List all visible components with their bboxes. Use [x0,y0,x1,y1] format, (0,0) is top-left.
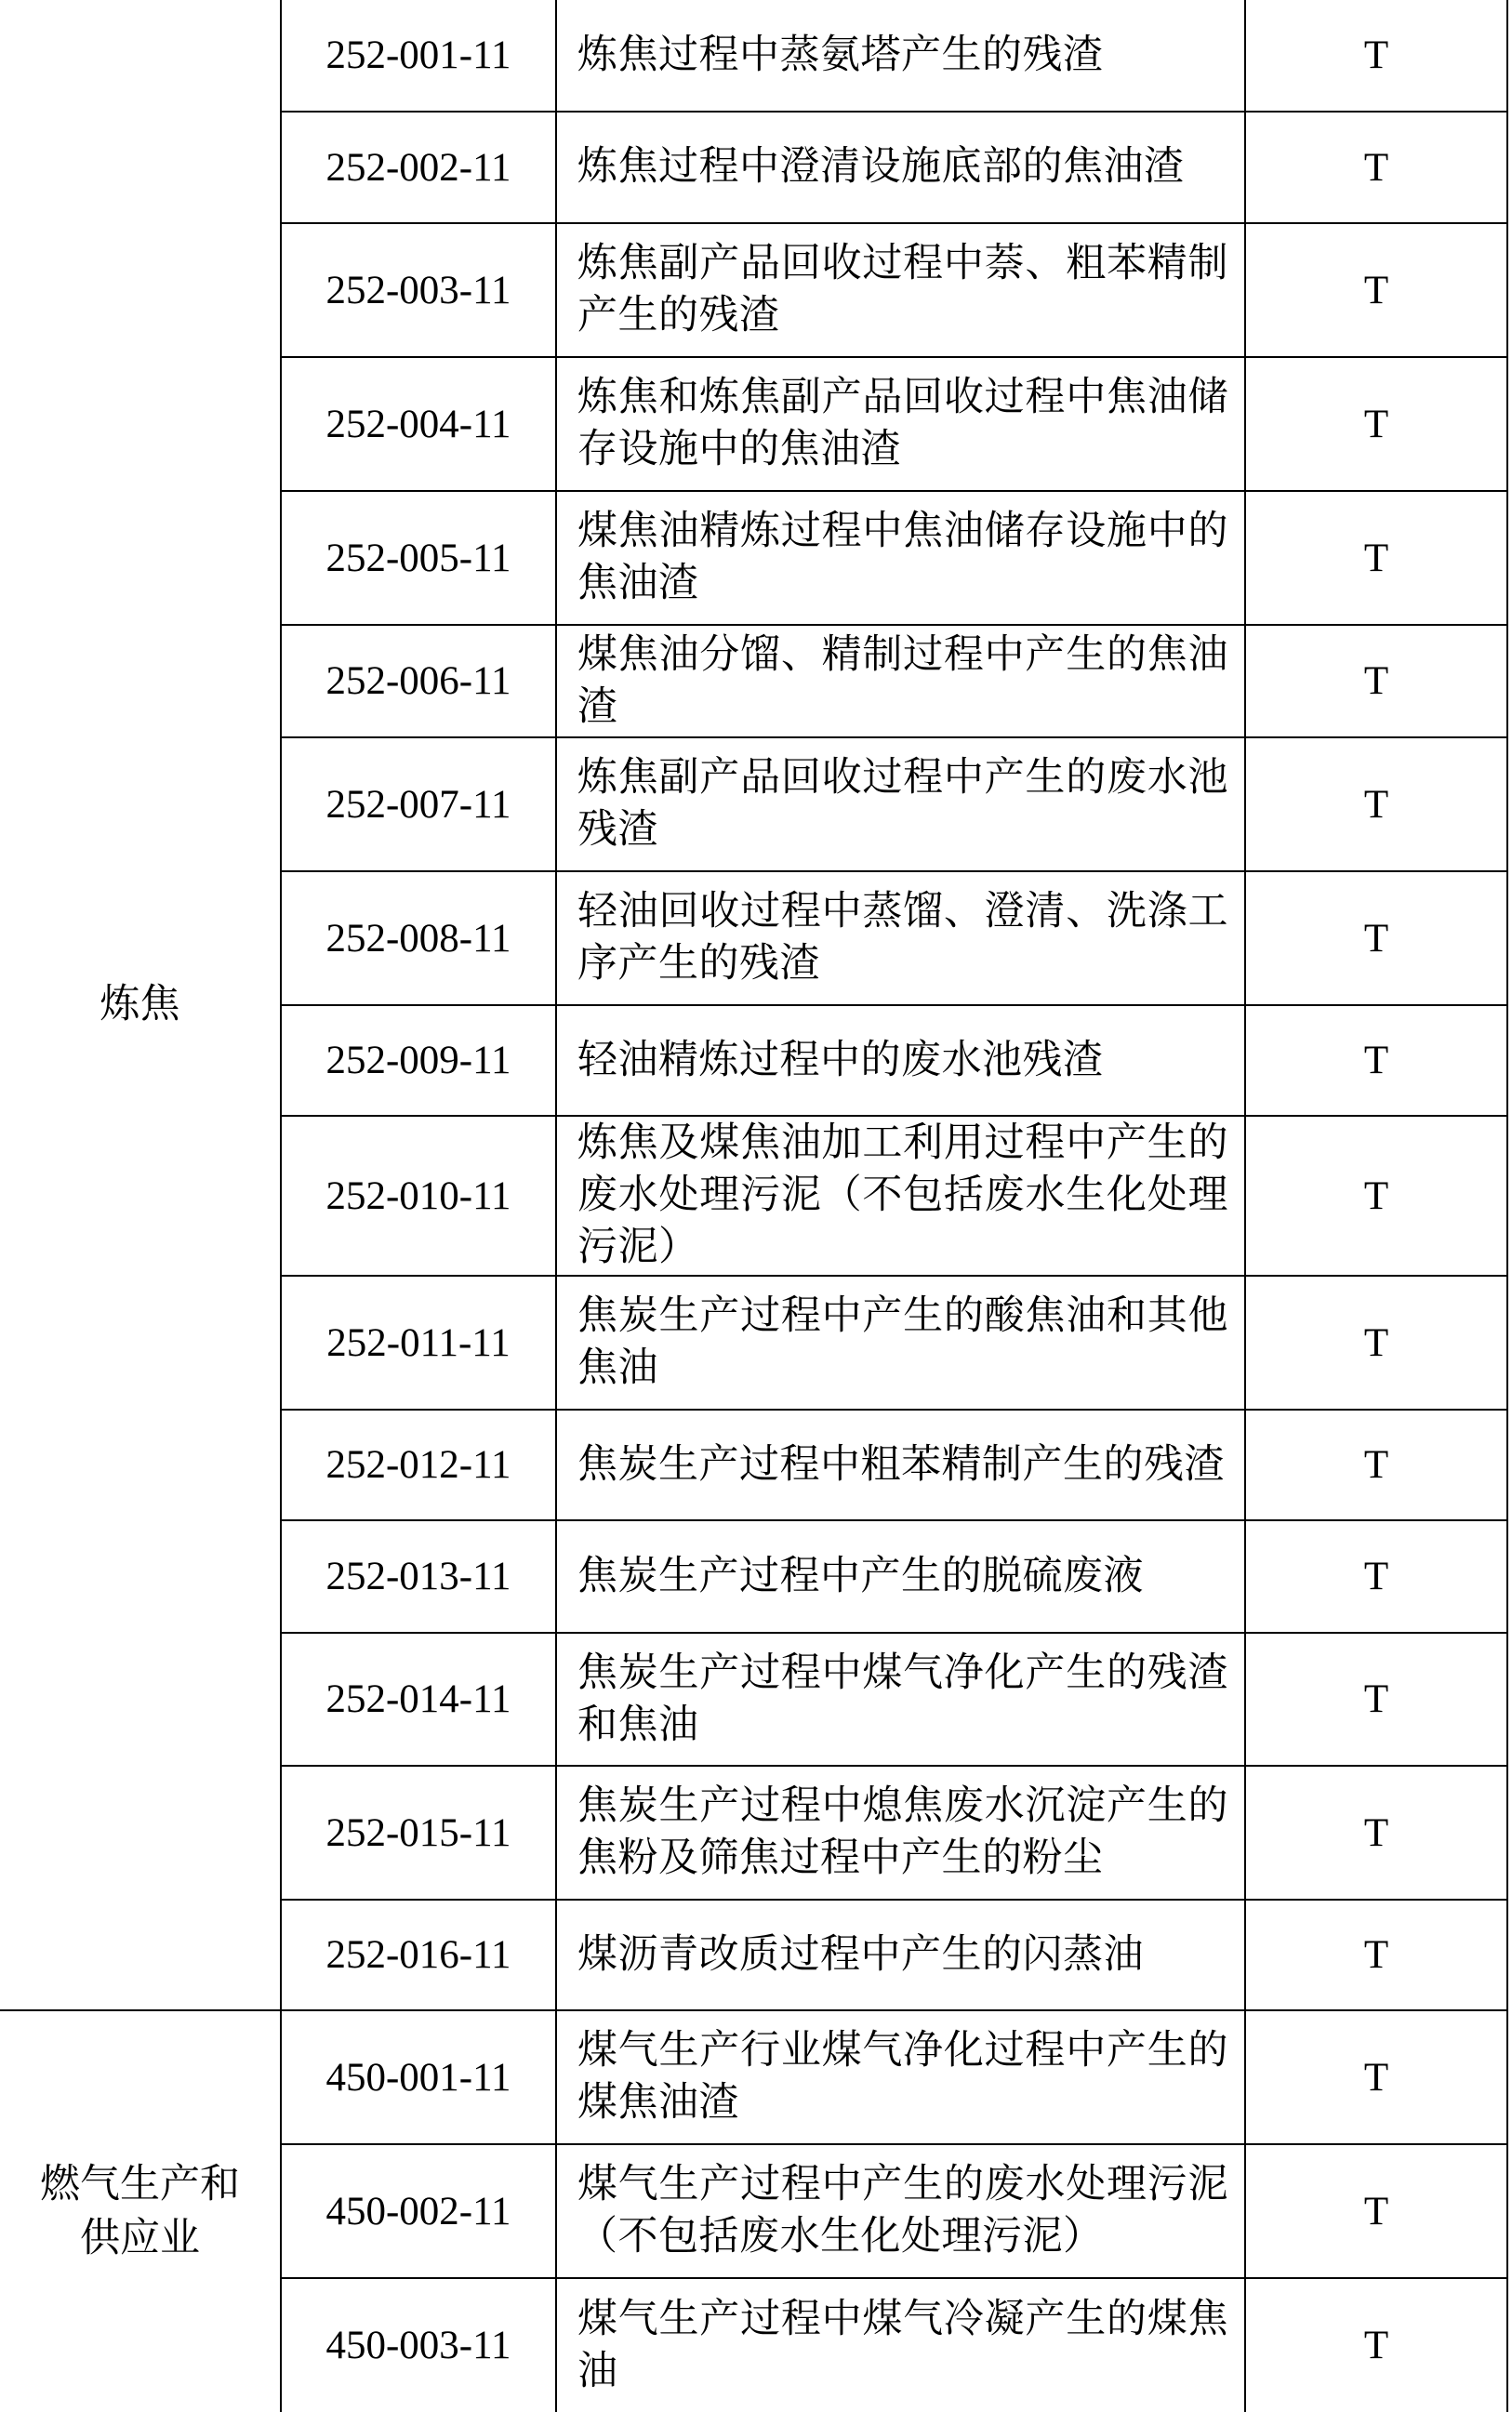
waste-description: 炼焦过程中澄清设施底部的焦油渣 [577,145,1185,189]
waste-code: 252-005-11 [282,492,557,626]
waste-description-cell [557,2145,1246,2279]
waste-description-cell [557,0,1246,113]
waste-code: 252-007-11 [282,738,557,872]
waste-code: 252-009-11 [282,1006,557,1117]
category-label: 燃气生产和供应业 [40,2162,240,2260]
waste-description-cell [557,1901,1246,2011]
waste-code: 252-015-11 [282,1767,557,1901]
waste-description: 轻油回收过程中蒸馏、澄清、洗涤工序产生的残渣 [577,890,1228,986]
waste-code: 252-008-11 [282,872,557,1006]
waste-code: 252-013-11 [282,1521,557,1634]
waste-description-cell [557,2279,1246,2412]
waste-code: 252-001-11 [282,0,557,113]
waste-code: 252-011-11 [282,1277,557,1411]
waste-code: 252-012-11 [282,1411,557,1521]
waste-code: 252-003-11 [282,224,557,358]
hazard-characteristic: T [1246,358,1508,492]
hazard-characteristic: T [1246,224,1508,358]
hazard-characteristic: T [1246,626,1508,738]
waste-code: 450-003-11 [282,2279,557,2412]
category-cell-gas-supply [0,2011,282,2412]
hazard-characteristic: T [1246,1634,1508,1767]
waste-description-cell [557,1521,1246,1634]
hazard-characteristic: T [1246,0,1508,113]
hazard-characteristic: T [1246,492,1508,626]
hazard-characteristic: T [1246,2011,1508,2145]
waste-description-cell [557,1006,1246,1117]
waste-code: 252-004-11 [282,358,557,492]
category-label: 炼焦 [99,982,180,1027]
hazard-characteristic: T [1246,738,1508,872]
waste-description: 焦炭生产过程中煤气净化产生的残渣和焦油 [577,1650,1228,1747]
hazard-characteristic: T [1246,1006,1508,1117]
waste-description: 焦炭生产过程中产生的脱硫废液 [577,1554,1144,1598]
waste-code: 450-001-11 [282,2011,557,2145]
waste-code: 252-016-11 [282,1901,557,2011]
waste-description-cell [557,1767,1246,1901]
waste-description: 轻油精炼过程中的废水池残渣 [577,1038,1104,1082]
waste-description: 焦炭生产过程中熄焦废水沉淀产生的焦粉及筛焦过程中产生的粉尘 [577,1784,1228,1880]
waste-description: 炼焦过程中蒸氨塔产生的残渣 [577,33,1104,77]
waste-code: 252-010-11 [282,1117,557,1277]
waste-description-cell [557,626,1246,738]
waste-description: 焦炭生产过程中产生的酸焦油和其他焦油 [577,1294,1228,1390]
waste-description-cell [557,492,1246,626]
hazard-characteristic: T [1246,1277,1508,1411]
waste-description-cell [557,1117,1246,1277]
waste-description-cell [557,1411,1246,1521]
hazard-characteristic: T [1246,1521,1508,1634]
waste-description: 焦炭生产过程中粗苯精制产生的残渣 [577,1442,1225,1487]
waste-description-cell [557,872,1246,1006]
category-cell-coking [0,0,282,2011]
waste-description: 煤气生产过程中产生的废水处理污泥（不包括废水生化处理污泥） [577,2163,1228,2259]
waste-description-cell [557,113,1246,224]
hazard-characteristic: T [1246,1767,1508,1901]
waste-description: 炼焦和炼焦副产品回收过程中焦油储存设施中的焦油渣 [577,376,1228,471]
waste-description-cell [557,738,1246,872]
hazard-characteristic: T [1246,2279,1508,2412]
waste-code: 252-014-11 [282,1634,557,1767]
waste-description: 煤气生产行业煤气净化过程中产生的煤焦油渣 [577,2029,1228,2125]
waste-description-cell [557,358,1246,492]
waste-description: 炼焦副产品回收过程中萘、粗苯精制产生的残渣 [577,242,1228,338]
waste-description: 煤焦油精炼过程中焦油储存设施中的焦油渣 [577,510,1228,605]
waste-description-cell [557,1277,1246,1411]
waste-description: 炼焦副产品回收过程中产生的废水池残渣 [577,756,1228,852]
hazard-characteristic: T [1246,2145,1508,2279]
waste-description: 煤焦油分馏、精制过程中产生的焦油渣 [577,632,1228,729]
waste-description: 炼焦及煤焦油加工利用过程中产生的废水处理污泥（不包括废水生化处理污泥） [577,1121,1228,1269]
hazard-characteristic: T [1246,1117,1508,1277]
waste-description-cell [557,2011,1246,2145]
waste-description-cell [557,224,1246,358]
waste-description: 煤气生产过程中煤气冷凝产生的煤焦油 [577,2297,1228,2393]
waste-code: 450-002-11 [282,2145,557,2279]
hazard-characteristic: T [1246,113,1508,224]
waste-description: 煤沥青改质过程中产生的闪蒸油 [577,1932,1144,1977]
hazard-characteristic: T [1246,1411,1508,1521]
hazard-characteristic: T [1246,1901,1508,2011]
waste-code: 252-006-11 [282,626,557,738]
waste-code: 252-002-11 [282,113,557,224]
hazard-characteristic: T [1246,872,1508,1006]
waste-description-cell [557,1634,1246,1767]
